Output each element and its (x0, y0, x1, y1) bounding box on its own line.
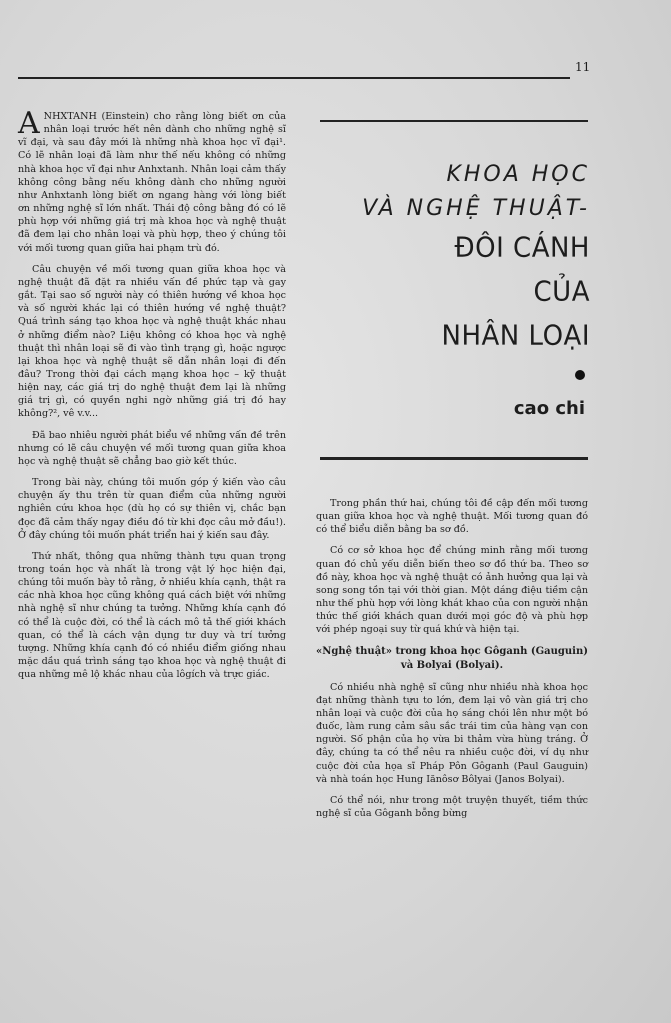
paragraph: Trong bài này, chúng tôi muốn góp ý kiến vào câu chuyện ấy thu trên từ quan điểm của những người nghiên cứu khoa học (dù họ có sự thiên vị, chắc bạn đọc đã cảm thấy ngay điều đó từ khi đọc câu mở đầu!). Ở đây chúng tôi muốn phát triển hai ý kiến sau đây. (18, 477, 286, 541)
paragraph: Có thể nói, như trong một truyện thuyết, tiềm thức nghệ sĩ của Gôganh bỗng bừng (316, 794, 588, 819)
left-column (18, 106, 286, 689)
article-title (300, 158, 590, 358)
paragraph: ANHXTANH (Einstein) cho rằng lòng biết ơn của nhân loại trước hết nên dành cho những nghệ sĩ vĩ đại, và sau đây mới là những nhà khoa học vĩ đại¹. Có lẽ nhân loại đã làm như thế nếu không có những nhà khoa học vĩ đại như Anhxtanh. Nhân loại cảm thấy không công bằng nếu không dành cho những người như Anhxtanh lòng biết ơn ngang hàng với lòng biết ơn những nghệ sĩ lớn nhất. Thái độ công bằng đó có lẽ phù hợp với những giá trị mà khoa học và nghệ thuật đã đem lại cho nhân loại và phù hợp, theo ý chúng tôi với mối tương quan giữa hai phạm trù đó. (18, 106, 286, 254)
author-name: cao chi (513, 398, 585, 419)
title-rule-top (320, 120, 588, 122)
page-number: 11 (575, 60, 591, 74)
paragraph: Có nhiều nhà nghệ sĩ cũng như nhiều nhà khoa học đạt những thành tựu to lớn, đem lại vô vàn giá trị cho nhân loại và cuộc đời của họ sáng chói lên như một bó đuốc, làm rung cảm sâu sắc trái tim của hàng vạn con người. Số phận của họ vừa bi thảm vừa hùng tráng. Ở đây, chúng ta có thể nêu ra nhiều cuộc đời, ví dụ như cuộc đời của họa sĩ Pháp Pôn Gôganh (Paul Gauguin) và nhà toán học Hung Iănôsơ Bôlyai (Janos Bolyai). (316, 681, 588, 785)
title-line: CỦA (533, 276, 590, 308)
drop-cap: A (18, 106, 40, 141)
section-heading: «Nghệ thuật» trong khoa học Gôganh (Gauguin) và Bolyai (Bolyai). (316, 645, 588, 671)
paragraph: Thứ nhất, thông qua những thành tựu quan trọng trong toán học và nhất là trong vật lý học hiện đại, chúng tôi muốn bày tỏ rằng, ở nhiều khía cạnh, thật ra các nhà khoa học cũng không quá cách biệt với những nhà nghệ sĩ như chúng ta tưởng. Những khía cạnh đó có thể là cuộc đời, có thể là cách mô tả thế giới khách quan, có thể là cách vận dụng tư duy và trí tưởng tượng. Những khía cạnh đó có nhiều điểm giống nhau mặc dầu quá trình sáng tạo khoa học và nghệ thuật đi qua những mê lộ khác nhau của lôgích và trực giác. (18, 550, 286, 681)
right-column (316, 497, 588, 828)
paragraph: Có cơ sở khoa học để chúng minh rằng mối tương quan đó chủ yếu diễn biến theo sơ đồ thứ ba. Theo sơ đồ này, khoa học và nghệ thuật có ảnh hưởng qua lại và song song tồn tại với thời gian. Một dáng điệu tiềm cận như thế phù hợp với lòng khát khao của con người nhận thức thế giới khách quan dưới mọi góc độ và phù hợp với phép ngoại suy từ quá khứ và hiện tại. (316, 545, 588, 636)
bullet-icon (575, 370, 585, 380)
title-line: ĐÔI CÁNH (454, 232, 590, 264)
paragraph: Câu chuyện về mối tương quan giữa khoa học và nghệ thuật đã đặt ra nhiều vấn đề phức tạp và gay gắt. Tại sao số người này có thiên hướng về khoa học và số người khác lại có thiên hướng về nghệ thuật? Quá trình sáng tạo khoa học và nghệ thuật khác nhau ở những điểm nào? Liệu không có khoa học và nghệ thuật thì nhân loại sẽ đi vào tình trạng gì, hoặc ngược lại khoa học và nghệ thuật sẽ dẫn nhân loại đi đến đâu? Trong thời đại cách mạng khoa học – kỹ thuật hiện nay, các giá trị do nghệ thuật đem lại là những giá trị gì, có quyền nghi ngờ những giá trị đó hay không?², vê v.v... (18, 263, 286, 420)
paragraph: Đã bao nhiêu người phát biểu về những vấn đề trên nhưng có lẽ câu chuyện về mối tương quan giữa khoa học và nghệ thuật sẽ chẳng bao giờ kết thúc. (18, 429, 286, 467)
title-line: NHÂN LOẠI (441, 320, 590, 352)
title-line: KHOA HỌC (446, 162, 590, 187)
header-rule (18, 77, 570, 79)
title-rule-bottom (320, 457, 588, 460)
paragraph: Trong phần thứ hai, chúng tôi đề cập đến mối tương quan giữa khoa học và nghệ thuật. Mối tương quan đó có thể biểu diễn bằng ba sơ đồ. (316, 498, 588, 536)
title-line: VÀ NGHỆ THUẬT- (362, 196, 590, 221)
